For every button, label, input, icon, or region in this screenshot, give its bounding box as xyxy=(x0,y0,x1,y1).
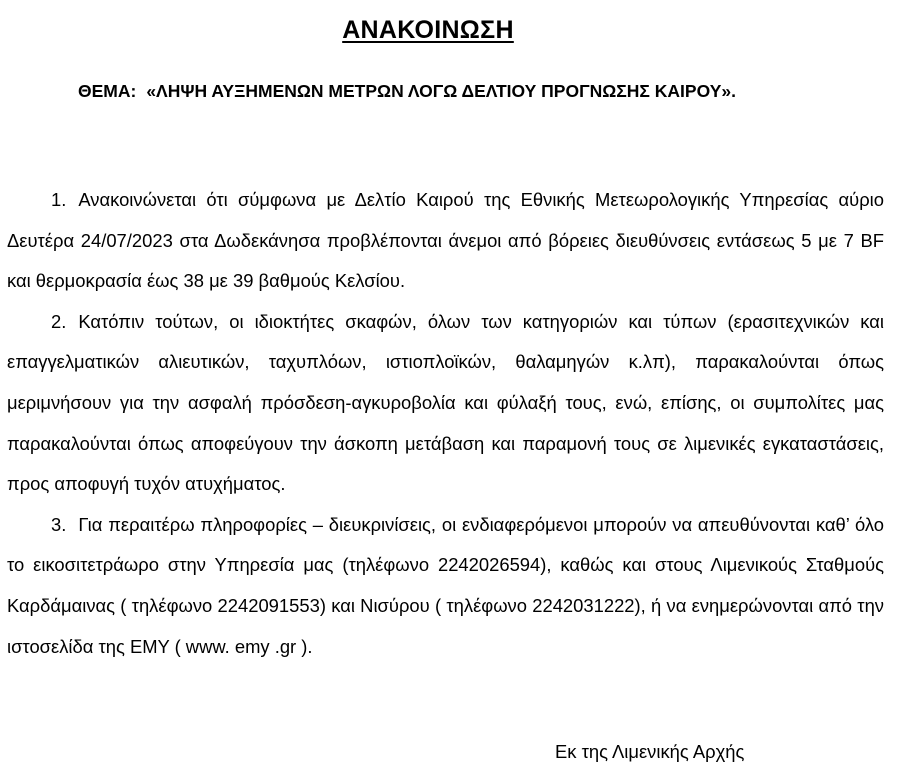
paragraph-1 xyxy=(7,180,884,302)
subject-label: ΘΕΜΑ: xyxy=(78,81,137,101)
paragraph-3 xyxy=(7,505,884,667)
paragraph-number: 1. xyxy=(51,189,67,210)
subject-line xyxy=(78,81,736,102)
signature: Εκ της Λιμενικής Αρχής xyxy=(555,741,745,762)
paragraph-text: Για περαιτέρω πληροφορίες – διευκρινίσεις, οι ενδιαφερόμενοι μπορούν να απευθύνονται καθ’ όλο το εικοσιτετράωρο στην Υπηρεσία μας (τηλέφωνο 2242026594), καθώς και στους Λιμενικούς Σταθμούς Καρδάμαινας ( τηλέφωνο 2242091553) και Νισύρου ( τηλέφωνο 2242031222), ή να ενημερώνονται από την ιστοσελίδα της ΕΜΥ ( www. emy .gr ). xyxy=(7,513,884,657)
paragraph-text: Κατόπιν τούτων, οι ιδιοκτήτες σκαφών, όλων των κατηγοριών και τύπων (ερασιτεχνικών και επαγγελματικών αλιευτικών, ταχυπλόων, ιστιοπλοϊκών, θαλαμηγών κ.λπ), παρακαλούνται όπως μεριμνήσουν για την ασφαλή πρόσδεση-αγκυροβολία και φύλαξή τους, ενώ, επίσης, οι συμπολίτες μας παρακαλούνται όπως αποφεύγουν την άσκοπη μετάβαση και παραμονή τους σε λιμενικές εγκαταστάσεις, προς αποφυγή τυχόν ατυχήματος. xyxy=(7,310,884,495)
subject-text: «ΛΗΨΗ ΑΥΞΗΜΕΝΩΝ ΜΕΤΡΩΝ ΛΟΓΩ ΔΕΛΤΙΟΥ ΠΡΟΓΝΩΣΗΣ ΚΑΙΡΟΥ». xyxy=(146,81,736,101)
paragraph-text: Ανακοινώνεται ότι σύμφωνα με Δελτίο Καιρού της Εθνικής Μετεωρολογικής Υπηρεσίας αύριο Δευτέρα 24/07/2023 στα Δωδεκάνησα προβλέπονται άνεμοι από βόρειες διευθύνσεις εντάσεως 5 με 7 BF και θερμοκρασία έως 38 με 39 βαθμούς Κελσίου. xyxy=(7,189,884,292)
paragraph-number: 3. xyxy=(51,513,67,535)
document-title: ΑΝΑΚΟΙΝΩΣΗ xyxy=(342,16,514,44)
announcement-body xyxy=(7,180,884,667)
paragraph-number: 2. xyxy=(51,310,67,332)
paragraph-2 xyxy=(7,302,884,505)
